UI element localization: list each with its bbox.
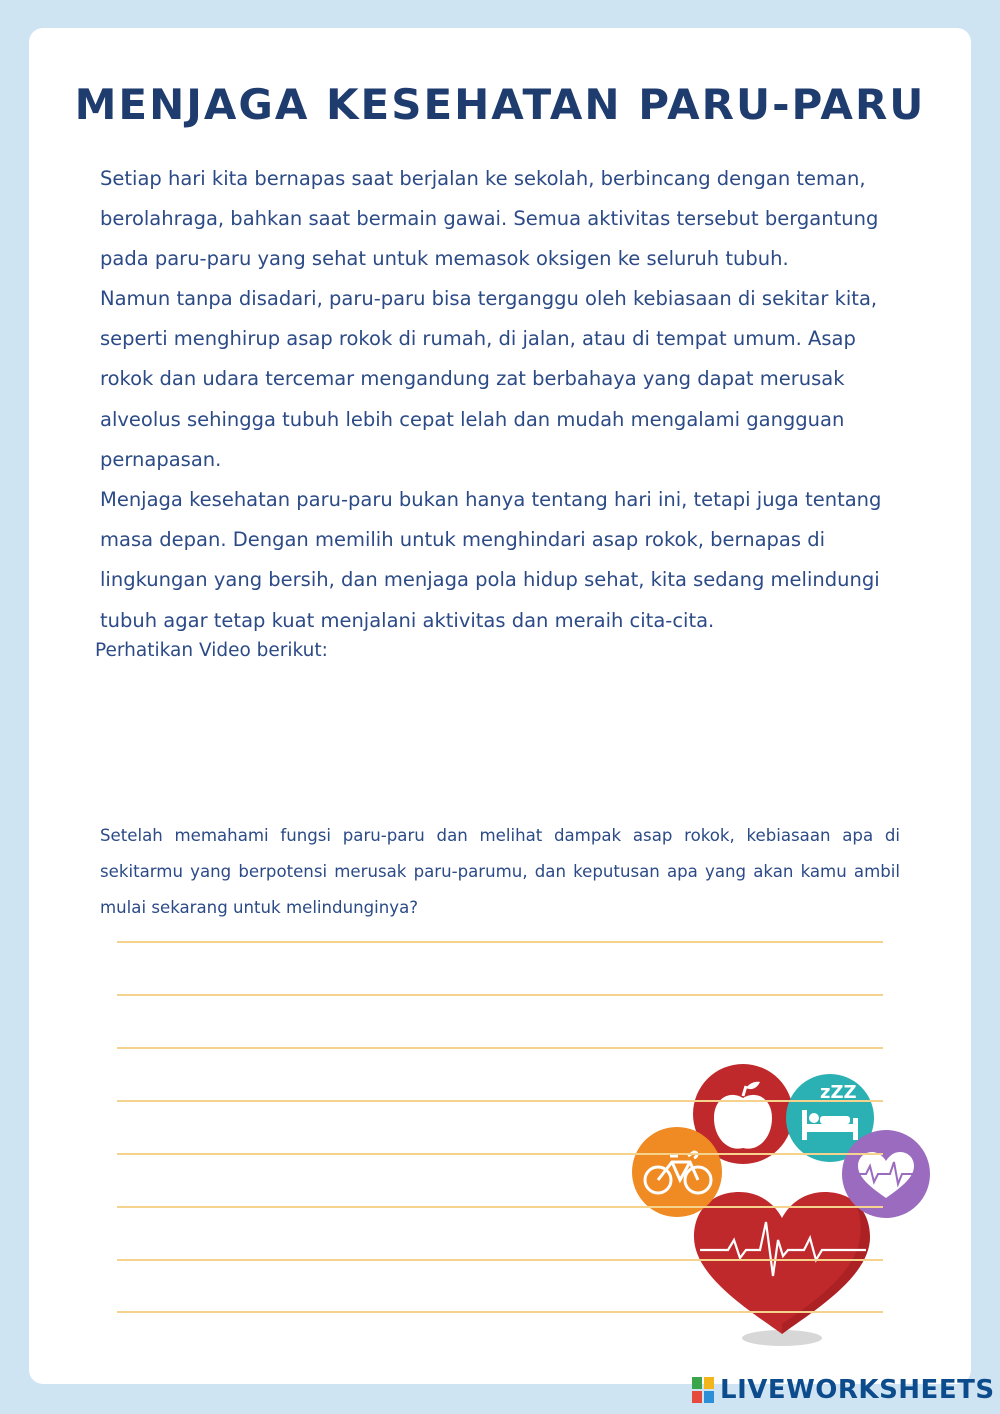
liveworksheets-footer[interactable]	[692, 1373, 995, 1407]
heartbeat-icon	[842, 1130, 930, 1218]
answer-line[interactable]	[117, 941, 883, 943]
bicycle-icon	[632, 1127, 722, 1217]
video-label: Perhatikan Video berikut:	[95, 640, 328, 661]
answer-line[interactable]	[117, 1259, 883, 1261]
paragraph-1: Setiap hari kita bernapas saat berjalan ke sekolah, berbincang dengan teman, berolahraga, bahkan saat bermain gawai. Semua aktivitas tersebut bergantung pada paru-paru yang sehat untuk memasok oksigen ke seluruh tubuh.	[100, 167, 879, 271]
answer-line[interactable]	[117, 1206, 883, 1208]
svg-text:zZZ: zZZ	[820, 1082, 857, 1103]
answer-line[interactable]	[117, 1311, 883, 1313]
brand-name: LIVEWORKSHEETS	[720, 1375, 995, 1405]
question-text: Setelah memahami fungsi paru-paru dan melihat dampak asap rokok, kebiasaan apa di sekitarmu yang berpotensi merusak paru-parumu, dan keputusan apa yang akan kamu ambil mulai sekarang untuk melindunginya?	[100, 826, 900, 917]
answer-line[interactable]	[117, 994, 883, 996]
answer-line[interactable]	[117, 1153, 883, 1155]
answer-line[interactable]	[117, 1047, 883, 1049]
paragraph-2: Namun tanpa disadari, paru-paru bisa terganggu oleh kebiasaan di sekitar kita, seperti menghirup asap rokok di rumah, di jalan, atau di tempat umum. Asap rokok dan udara tercemar mengandung zat berbahaya yang dapat merusak alveolus sehingga tubuh lebih cepat lelah dan mudah mengalami gangguan pernapasan.	[100, 287, 878, 471]
paragraph-3: Menjaga kesehatan paru-paru bukan hanya tentang hari ini, tetapi juga tentang masa depan. Dengan memilih untuk menghindari asap rokok, bernapas di lingkungan yang bersih, dan menjaga pola hidup sehat, kita sedang melindungi tubuh agar tetap kuat menjalani aktivitas dan meraih cita-cita.	[100, 488, 882, 632]
liveworksheets-logo-icon	[692, 1377, 714, 1403]
answer-line[interactable]	[117, 1100, 883, 1102]
page-title: MENJAGA KESEHATAN PARU-PARU	[74, 80, 926, 129]
